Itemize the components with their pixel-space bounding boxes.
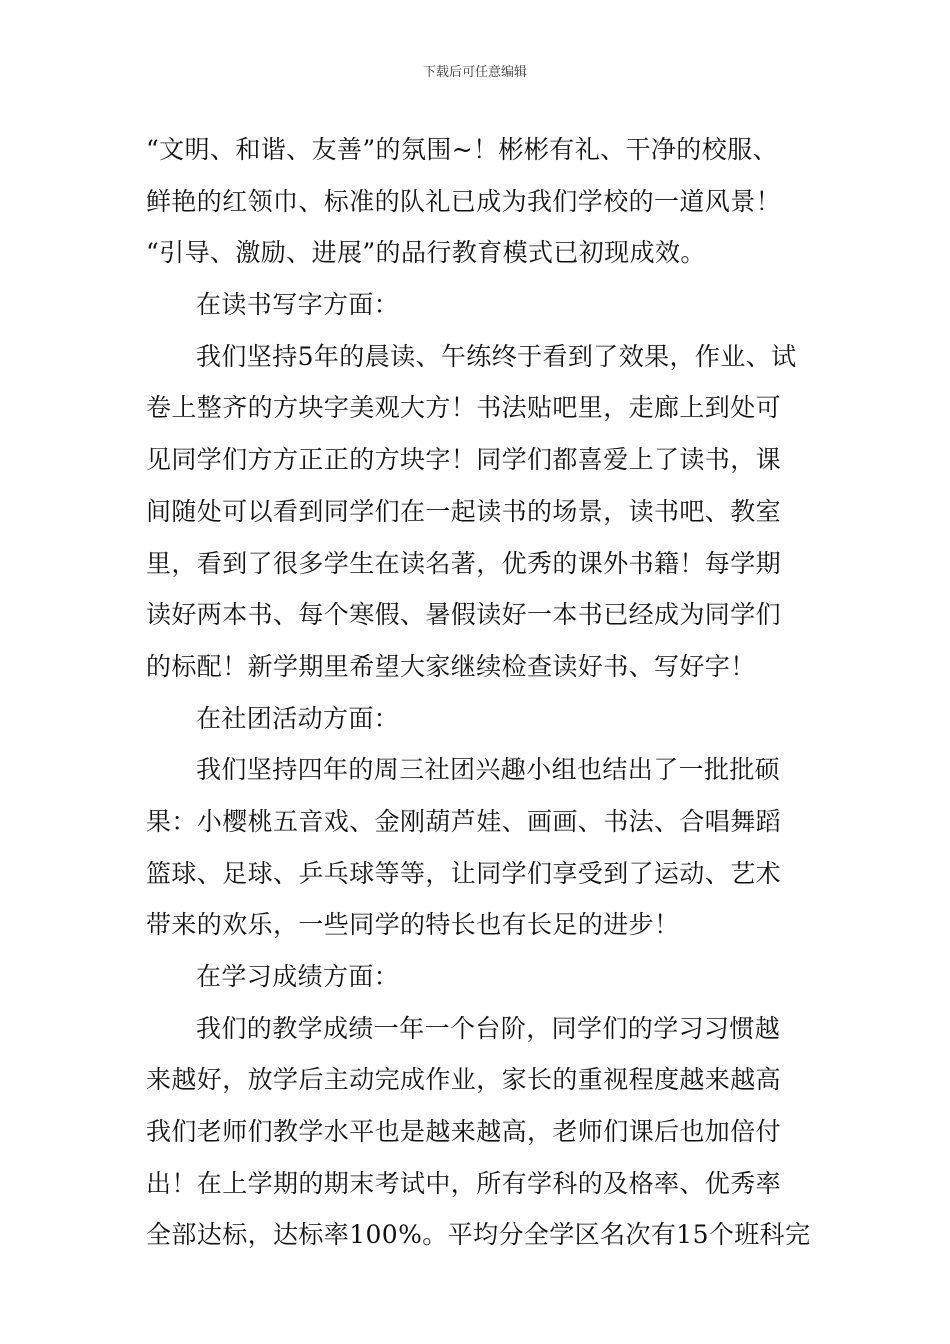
section-heading-reading-writing: 在读书写字方面： <box>196 290 400 320</box>
text-line: 见同学们方方正正的方块字！同学们都喜爱上了读书，课 <box>146 445 782 475</box>
text-line: 的标配！新学期里希望大家继续检查读好书、写好字！ <box>146 651 756 681</box>
text-line: 带来的欢乐，一些同学的特长也有长足的进步！ <box>146 910 680 940</box>
paragraph-start: 我们坚持四年的周三社团兴趣小组也结出了一批批硕 <box>196 755 781 785</box>
text-line: 间随处可以看到同学们在一起读书的场景，读书吧、教室 <box>146 496 782 526</box>
text-line: 果：小樱桃五音戏、金刚葫芦娃、画画、书法、合唱舞蹈 <box>146 806 782 836</box>
section-heading-club-activities: 在社团活动方面： <box>196 703 400 733</box>
text-line: 出！在上学期的期末考试中，所有学科的及格率、优秀率 <box>146 1168 782 1198</box>
text-line: 我们老师们教学水平也是越来越高，老师们课后也加倍付 <box>146 1117 782 1147</box>
text-line: 全部达标，达标率100%。平均分全学区名次有15个班科完 <box>146 1220 811 1250</box>
paragraph-start: 我们的教学成绩一年一个台阶，同学们的学习习惯越 <box>196 1013 781 1043</box>
text-line: 篮球、足球、乒乓球等等，让同学们享受到了运动、艺术 <box>146 858 782 888</box>
paragraph-start: 我们坚持5年的晨读、午练终于看到了效果，作业、试 <box>196 341 797 371</box>
document-body <box>146 124 811 1261</box>
text-line: “文明、和谐、友善”的氛围~！彬彬有礼、干净的校服、 <box>146 135 778 164</box>
text-line: “引导、激励、进展”的品行教育模式已初现成效。 <box>146 238 706 268</box>
text-line: 读好两本书、每个寒假、暑假读好一本书已经成为同学们 <box>146 600 782 630</box>
text-line: 卷上整齐的方块字美观大方！书法贴吧里，走廊上到处可 <box>146 393 782 423</box>
text-line: 来越好，放学后主动完成作业，家长的重视程度越来越高 <box>146 1065 782 1095</box>
text-line: 里，看到了很多学生在读名著，优秀的课外书籍！每学期 <box>146 548 782 578</box>
section-heading-academic-results: 在学习成绩方面： <box>196 962 400 991</box>
text-line: 鲜艳的红领巾、标准的队礼已成为我们学校的一道风景！ <box>146 186 782 216</box>
page-header-note: 下载后可任意编辑 <box>422 65 527 80</box>
